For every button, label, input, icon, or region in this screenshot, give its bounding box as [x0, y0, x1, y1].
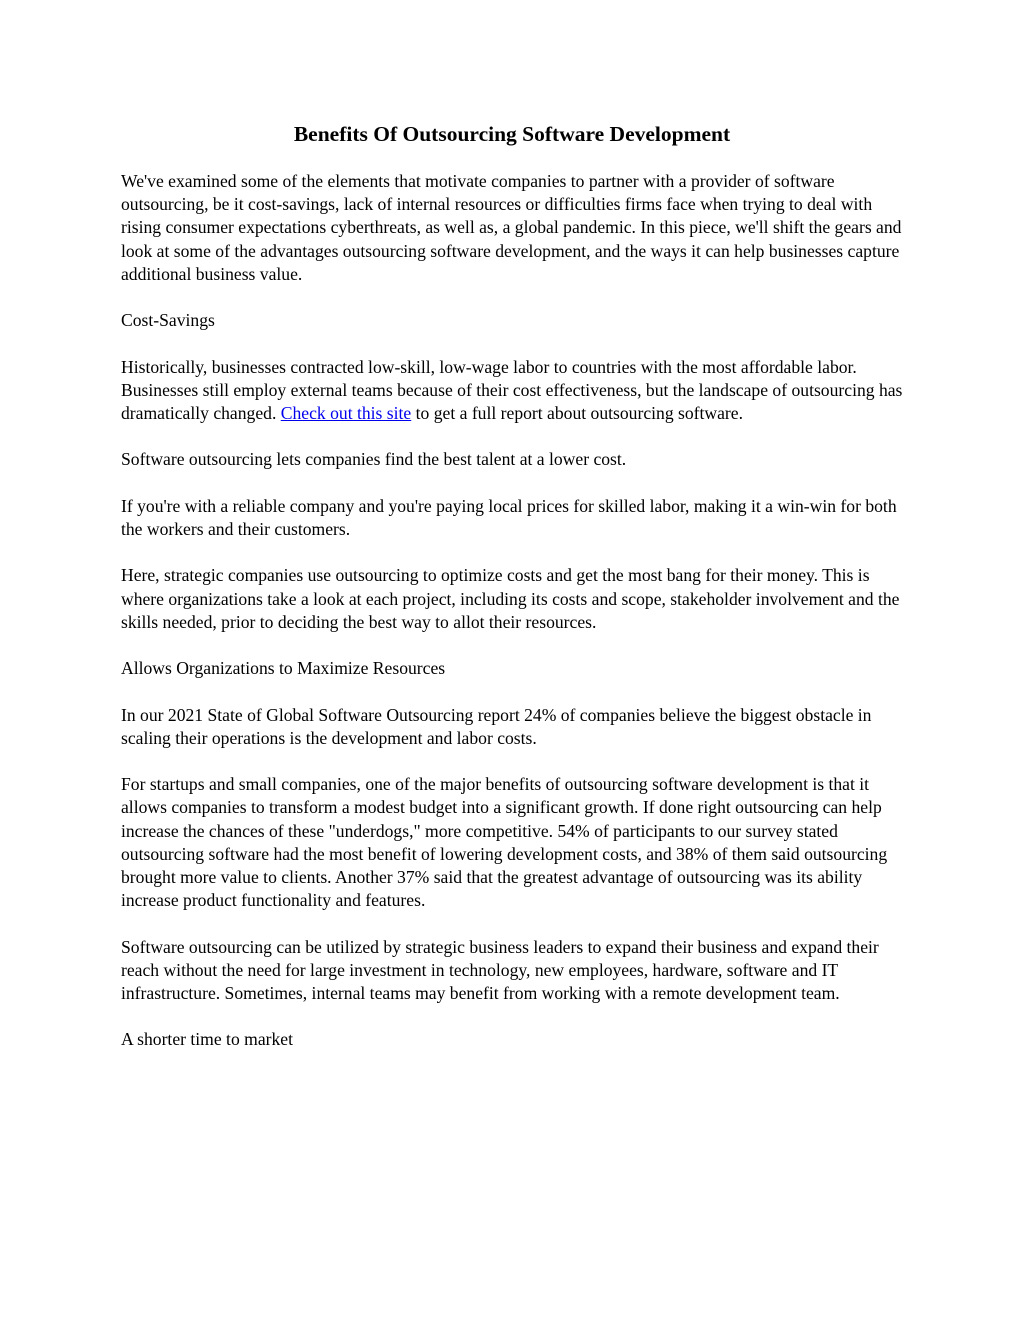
strategic-companies-paragraph: Here, strategic companies use outsourcing to optimize costs and get the most bang for their money. This is where organizations take a look at each project, including its costs and scope, stakeholder involvement and the skills needed, prior to deciding the best way to allot their resources.	[121, 565, 900, 632]
history-text-before-link: Historically, businesses contracted low-skill, low-wage labor to countries with the most affordable labor. Businesses still employ external teams because of their cost effectiveness, but the landscape of outsourcing has dramatically changed.	[121, 356, 903, 423]
talent-paragraph: Software outsourcing lets companies find the best talent at a lower cost.	[121, 449, 627, 470]
section-heading-maximize-resources: Allows Organizations to Maximize Resources	[121, 658, 446, 679]
reliable-company-paragraph: If you're with a reliable company and you're paying local prices for skilled labor, making it a win-win for both the workers and their customers.	[121, 495, 897, 539]
history-paragraph	[121, 356, 911, 426]
document-title: Benefits Of Outsourcing Software Development	[293, 122, 731, 146]
section-heading-cost-savings: Cost-Savings	[121, 310, 215, 331]
check-out-site-link[interactable]: Check out this site	[280, 403, 412, 423]
history-text-after-link: to get a full report about outsourcing software.	[411, 403, 743, 423]
section-heading-time-to-market: A shorter time to market	[121, 1029, 293, 1050]
document-body	[121, 170, 911, 1075]
intro-paragraph: We've examined some of the elements that motivate companies to partner with a provider of software outsourcing, be it cost-savings, lack of internal resources or difficulties firms face when trying to deal with rising consumer expectations cyberthreats, as well as, a global pandemic. In this piece, we'll shift the gears and look at some of the advantages outsourcing software development, and the ways it can help businesses capture additional business value.	[121, 171, 902, 284]
startups-paragraph: For startups and small companies, one of the major benefits of outsourcing software development is that it allows companies to transform a modest budget into a significant growth. If done right outsourcing can help increase the chances of these "underdogs," more competitive. 54% of participants to our survey stated outsourcing software had the most benefit of lowering development costs, and 38% of them said outsourcing brought more value to clients. Another 37% said that the greatest advantage of outsourcing was its ability increase product functionality and features.	[121, 774, 888, 911]
business-leaders-paragraph: Software outsourcing can be utilized by strategic business leaders to expand their business and expand their reach without the need for large investment in technology, new employees, hardware, software and IT infrastructure. Sometimes, internal teams may benefit from working with a remote development team.	[121, 936, 879, 1003]
report-paragraph: In our 2021 State of Global Software Outsourcing report 24% of companies believe the biggest obstacle in scaling their operations is the development and labor costs.	[121, 704, 872, 748]
